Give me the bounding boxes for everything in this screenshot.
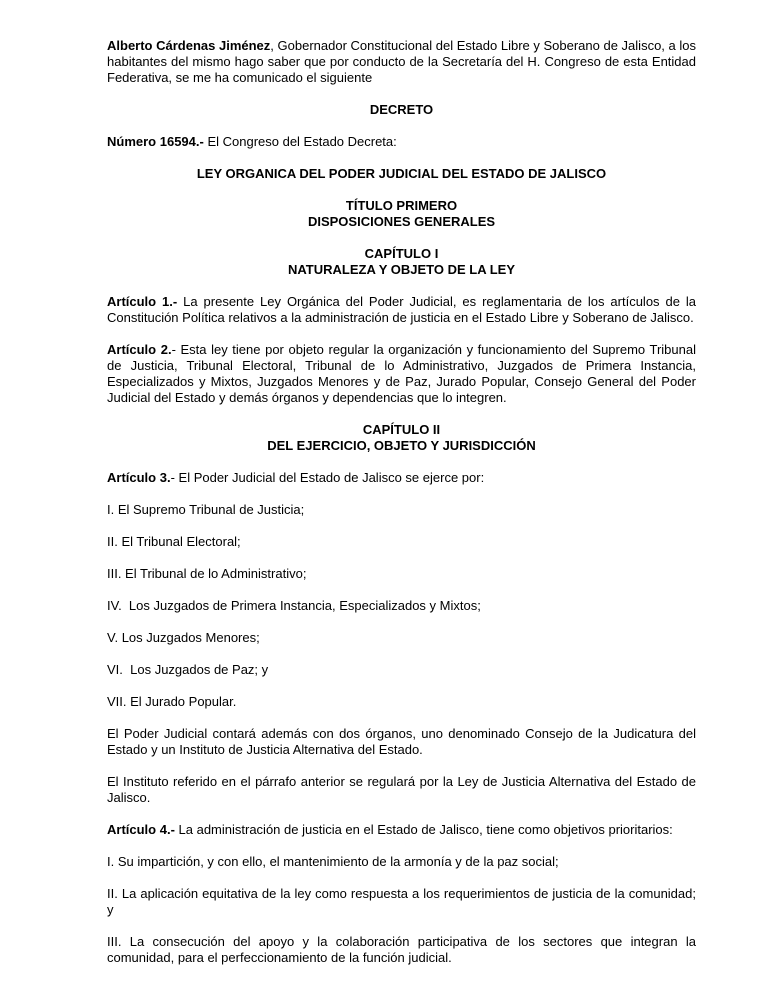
article-4-item: III. La consecución del apoyo y la colaboración participativa de los sectores que integran la comunidad, para el perfeccionamiento de la función judicial. bbox=[107, 934, 696, 965]
decreto-heading: DECRETO bbox=[369, 102, 434, 117]
article-3-item: I. El Supremo Tribunal de Justicia; bbox=[107, 502, 305, 517]
article-3-item: IV. Los Juzgados de Primera Instancia, Especializados y Mixtos; bbox=[107, 598, 481, 613]
law-title: LEY ORGANICA DEL PODER JUDICIAL DEL ESTADO DE JALISCO bbox=[196, 166, 607, 181]
article-3 bbox=[107, 470, 696, 486]
article-3-paragraph-2: El Instituto referido en el párrafo anterior se regulará por la Ley de Justicia Alternativa del Estado de Jalisco. bbox=[107, 774, 696, 805]
article-4-item: II. La aplicación equitativa de la ley como respuesta a los requerimientos de justicia de la comunidad; y bbox=[107, 886, 696, 917]
article-4-item: I. Su impartición, y con ello, el mantenimiento de la armonía y de la paz social; bbox=[107, 854, 559, 869]
article-3-label: Artículo 3. bbox=[107, 470, 171, 485]
intro-paragraph bbox=[107, 38, 696, 86]
capitulo1-line2: NATURALEZA Y OBJETO DE LA LEY bbox=[287, 262, 516, 277]
intro-text: , Gobernador Constitucional del Estado Libre y Soberano de Jalisco, a los habitantes del mismo hago saber que por conducto de la Secretaría del H. Congreso de esta Entidad Federativa, se me ha comunicado el siguiente bbox=[107, 38, 696, 85]
article-4-text: La administración de justicia en el Estado de Jalisco, tiene como objetivos prioritarios: bbox=[174, 822, 673, 837]
capitulo2-line2: DEL EJERCICIO, OBJETO Y JURISDICCIÓN bbox=[267, 438, 536, 453]
decree-number-paragraph bbox=[107, 134, 696, 150]
capitulo2-line1: CAPÍTULO II bbox=[362, 422, 441, 437]
titulo-line2: DISPOSICIONES GENERALES bbox=[307, 214, 496, 229]
article-3-paragraph-1: El Poder Judicial contará además con dos órganos, uno denominado Consejo de la Judicatura del Estado y un Instituto de Justicia Alternativa del Estado. bbox=[107, 726, 696, 757]
article-3-text: - El Poder Judicial del Estado de Jalisco se ejerce por: bbox=[170, 470, 485, 485]
article-3-item: VI. Los Juzgados de Paz; y bbox=[107, 662, 269, 677]
article-3-item: III. El Tribunal de lo Administrativo; bbox=[107, 566, 307, 581]
article-3-item: II. El Tribunal Electoral; bbox=[107, 534, 241, 549]
article-4-label: Artículo 4.- bbox=[107, 822, 175, 837]
article-2-text: - Esta ley tiene por objeto regular la organización y funcionamiento del Supremo Tribunal de Justicia, Tribunal Electoral, Tribunal de lo Administrativo, Juzgados de Primera Instancia, Especializados y Mixtos, Juzgados Menores y de Paz, Jurado Popular, Consejo General del Poder Judicial del Estado y demás órganos y dependencias que lo integren. bbox=[107, 342, 696, 405]
article-4 bbox=[107, 822, 696, 838]
decree-number-text: El Congreso del Estado Decreta: bbox=[203, 134, 397, 149]
article-2 bbox=[107, 342, 696, 406]
titulo-line1: TÍTULO PRIMERO bbox=[345, 198, 458, 213]
article-3-item: VII. El Jurado Popular. bbox=[107, 694, 237, 709]
article-3-item: V. Los Juzgados Menores; bbox=[107, 630, 260, 645]
article-1-label: Artículo 1.- bbox=[107, 294, 178, 309]
article-1-text: La presente Ley Orgánica del Poder Judicial, es reglamentaria de los artículos de la Constitución Política relativos a la administración de justicia en el Estado Libre y Soberano de Jalisco. bbox=[107, 294, 696, 325]
governor-name: Alberto Cárdenas Jiménez bbox=[107, 38, 271, 53]
article-2-label: Artículo 2. bbox=[107, 342, 172, 357]
capitulo1-line1: CAPÍTULO I bbox=[364, 246, 439, 261]
decree-number-label: Número 16594.- bbox=[107, 134, 204, 149]
article-1 bbox=[107, 294, 696, 326]
